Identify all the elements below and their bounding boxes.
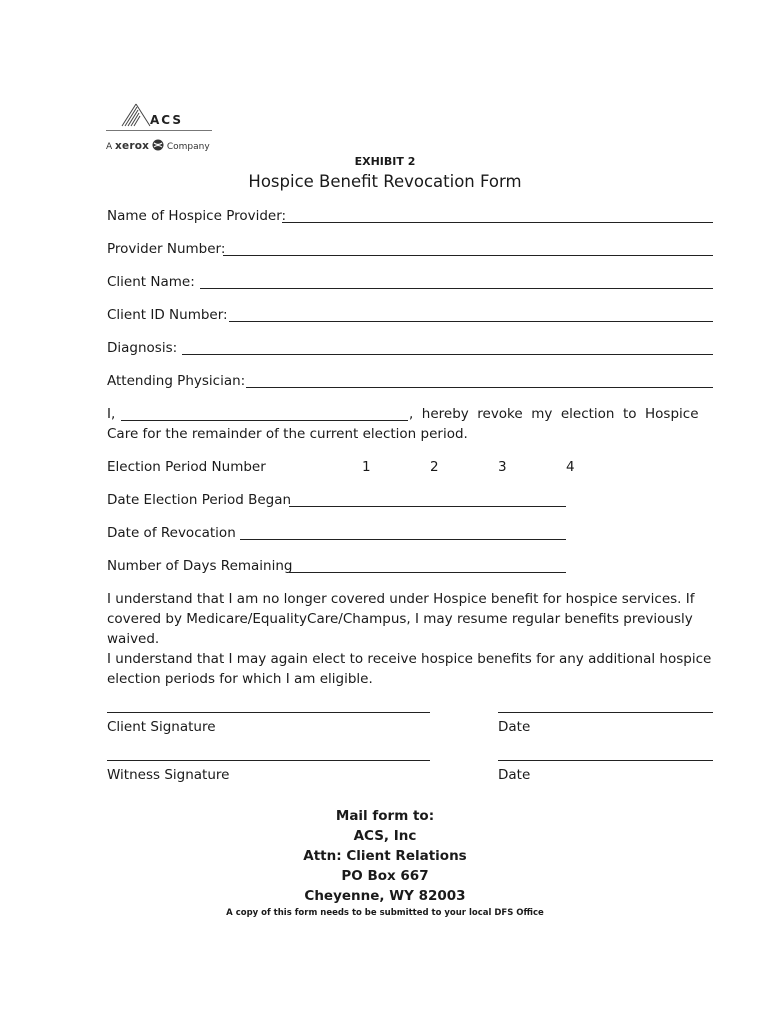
diagnosis-label: Diagnosis: [107, 340, 178, 356]
days-remaining-label: Number of Days Remaining [107, 558, 293, 574]
client-id-field[interactable] [229, 321, 713, 322]
logo-tagline-brand: xerox [115, 140, 150, 152]
mail-attn: Attn: Client Relations [303, 848, 467, 864]
exhibit-label: EXHIBIT 2 [354, 155, 416, 168]
statement-line: I understand that I may again elect to receive hospice benefits for any additional hospice [107, 651, 712, 667]
client-date-label: Date [498, 719, 531, 735]
witness-date-field[interactable] [498, 760, 713, 761]
revoking-person-name-field[interactable] [121, 420, 408, 421]
provider-number-label: Provider Number: [107, 241, 226, 257]
statement-line: covered by Medicare/EqualityCare/Champus, I may resume regular benefits previously [107, 611, 693, 627]
footer-note: A copy of this form needs to be submitted to your local DFS Office [226, 908, 544, 918]
statement-line: I understand that I am no longer covered under Hospice benefit for hospice services. If [107, 591, 695, 607]
mail-heading: Mail form to: [335, 808, 435, 824]
mail-company: ACS, Inc [353, 828, 417, 844]
election-period-label: Election Period Number [107, 459, 266, 475]
election-period-option[interactable]: 3 [498, 459, 507, 475]
client-id-label: Client ID Number: [107, 307, 228, 323]
date-revocation-field[interactable] [240, 539, 566, 540]
client-date-field[interactable] [498, 712, 713, 713]
election-period-option[interactable]: 1 [362, 459, 371, 475]
revoke-statement-line1: , hereby revoke my election to Hospice [409, 406, 699, 422]
witness-signature-field[interactable] [107, 760, 430, 761]
client-signature-label: Client Signature [107, 719, 216, 735]
logo-tagline-suffix: Company [166, 142, 210, 152]
client-name-label: Client Name: [107, 274, 195, 290]
mail-city: Cheyenne, WY 82003 [304, 888, 466, 904]
witness-date-label: Date [498, 767, 531, 783]
diagnosis-field[interactable] [182, 354, 713, 355]
attending-physician-field[interactable] [246, 387, 713, 388]
logo-tagline-prefix: A [106, 142, 113, 152]
days-remaining-field[interactable] [289, 572, 566, 573]
mailing-address [0, 806, 770, 906]
provider-number-field[interactable] [223, 255, 713, 256]
client-name-field[interactable] [200, 288, 713, 289]
logo-tagline [106, 139, 210, 152]
acs-logo-mark-icon [120, 102, 154, 128]
logo-brand: ACS [150, 113, 183, 127]
statement-line: waived. [107, 631, 160, 647]
hospice-provider-field[interactable] [282, 222, 713, 223]
attending-physician-label: Attending Physician: [107, 373, 246, 389]
page-title: Hospice Benefit Revocation Form [248, 172, 522, 191]
client-signature-field[interactable] [107, 712, 430, 713]
revoke-statement-line2: Care for the remainder of the current election period. [107, 426, 468, 442]
logo-divider [106, 130, 212, 131]
witness-signature-label: Witness Signature [107, 767, 230, 783]
election-period-option[interactable]: 2 [430, 459, 439, 475]
statement-line: election periods for which I am eligible. [107, 671, 373, 687]
election-period-option[interactable]: 4 [566, 459, 575, 475]
date-began-label: Date Election Period Began [107, 492, 292, 508]
date-revocation-label: Date of Revocation [107, 525, 236, 541]
date-began-field[interactable] [289, 506, 566, 507]
acs-xerox-logo [106, 100, 216, 156]
xerox-sphere-icon [152, 139, 164, 151]
revoke-prefix: I, [107, 406, 116, 422]
mail-po-box: PO Box 667 [341, 868, 429, 884]
hospice-provider-label: Name of Hospice Provider: [107, 208, 287, 224]
